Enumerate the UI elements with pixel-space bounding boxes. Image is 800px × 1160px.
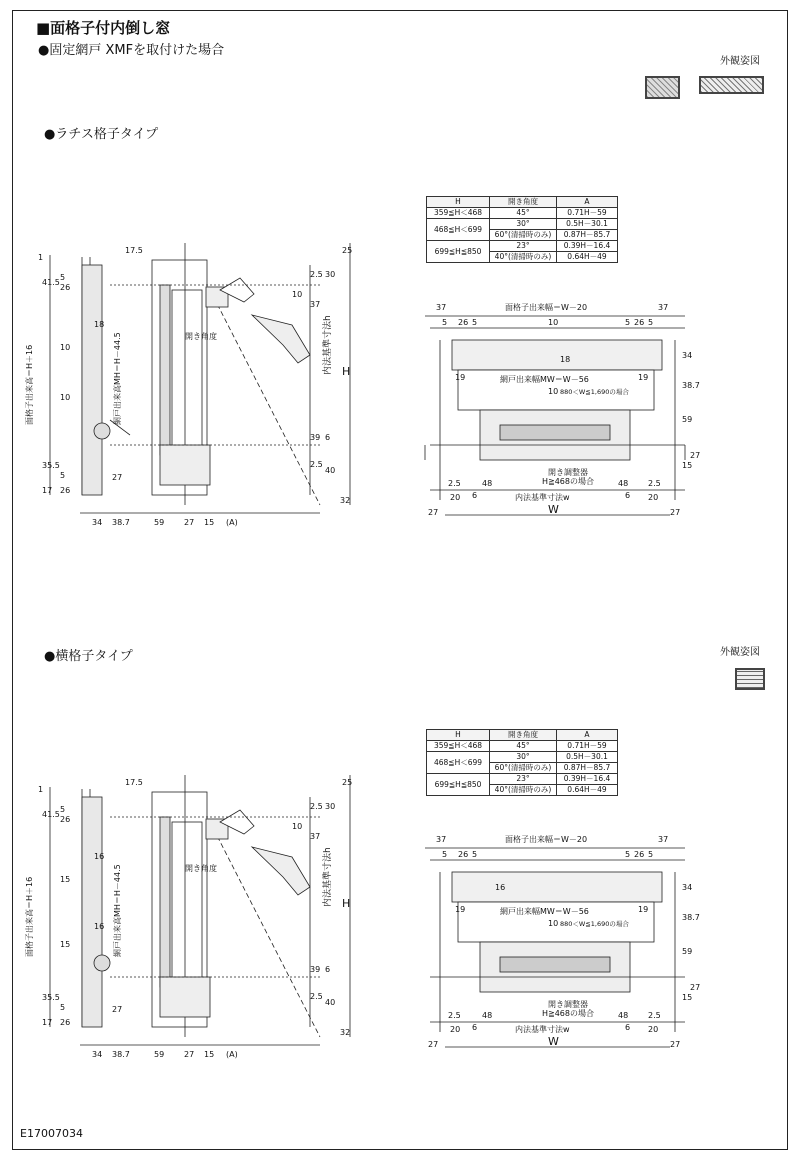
svg-text:面格子出来幅＝W－20: 面格子出来幅＝W－20 [505,835,588,844]
svg-text:37: 37 [436,835,447,844]
spec-table-lattice: H 開き角度 A 359≦H＜468 45° 0.71H－59 468≦H＜699 30° 0.5H－30.1 60°(清掃時のみ) 0.87H－85.7 699≦H≦850 23° 0.39H－16.4 40°(清掃時のみ) 0.64H－49 [426,196,618,263]
svg-text:40: 40 [325,998,336,1007]
svg-text:5: 5 [648,850,654,859]
svg-text:32: 32 [340,1028,351,1037]
svg-text:H: H [342,897,351,910]
svg-text:6: 6 [625,491,631,500]
svg-text:17.5: 17.5 [125,778,143,787]
svg-text:32: 32 [340,496,351,505]
svg-text:H≧468の場合: H≧468の場合 [542,1009,594,1018]
svg-text:20: 20 [450,493,461,502]
svg-text:26: 26 [60,283,71,292]
svg-text:39: 39 [310,965,321,974]
svg-text:18: 18 [560,355,571,364]
svg-text:35.5: 35.5 [42,993,60,1002]
horizontal-slat-icon [735,668,765,690]
svg-text:27: 27 [112,1005,123,1014]
plan-drawing-lattice [420,300,701,525]
svg-text:25: 25 [342,246,353,255]
svg-text:59: 59 [682,415,693,424]
document-code: E17007034 [20,1127,83,1140]
svg-text:6: 6 [625,1023,631,1032]
svg-text:面格子出来高＝H＋16: 面格子出来高＝H＋16 [25,876,34,957]
svg-text:38.7: 38.7 [682,913,700,922]
svg-text:16: 16 [94,922,105,931]
svg-text:27: 27 [690,451,701,460]
svg-text:開き角度: 開き角度 [185,332,217,341]
svg-text:10: 10 [60,343,71,352]
svg-text:38.7: 38.7 [112,518,130,527]
svg-text:26: 26 [634,318,645,327]
svg-text:37: 37 [658,303,669,312]
svg-text:2.5: 2.5 [310,460,323,469]
svg-text:網戸出来幅MW＝W－56: 網戸出来幅MW＝W－56 [500,907,589,916]
svg-text:35.5: 35.5 [42,461,60,470]
svg-text:26: 26 [634,850,645,859]
svg-text:26: 26 [60,1018,71,1027]
section-heading-horizontal: ●横格子タイプ [44,649,133,664]
svg-text:19: 19 [638,905,649,914]
svg-text:6: 6 [325,965,331,974]
svg-text:1: 1 [38,253,44,262]
svg-text:40: 40 [325,466,336,475]
svg-text:26: 26 [60,486,71,495]
svg-text:17.5: 17.5 [125,246,143,255]
svg-text:6: 6 [325,433,331,442]
svg-text:内法基準寸法w: 内法基準寸法w [515,493,570,502]
svg-text:5: 5 [625,318,631,327]
svg-text:網戸出来幅MW＝W－56: 網戸出来幅MW＝W－56 [500,375,589,384]
svg-text:2.5: 2.5 [310,992,323,1001]
svg-text:27: 27 [690,983,701,992]
svg-text:17: 17 [42,486,53,495]
svg-text:26: 26 [60,815,71,824]
svg-text:30: 30 [325,270,336,279]
svg-text:41.5: 41.5 [42,278,60,287]
svg-text:27: 27 [428,1040,439,1049]
svg-text:27: 27 [428,508,439,517]
svg-text:30: 30 [325,802,336,811]
svg-text:38.7: 38.7 [112,1050,130,1059]
svg-text:15: 15 [60,875,71,884]
svg-text:2.5: 2.5 [310,270,323,279]
svg-text:17: 17 [42,1018,53,1027]
section-heading-lattice: ●ラチス格子タイプ [44,127,159,142]
svg-text:16: 16 [495,883,506,892]
svg-text:6: 6 [472,491,478,500]
svg-text:25: 25 [342,778,353,787]
svg-text:W: W [548,1035,559,1048]
page-subtitle: ●固定網戸 XMFを取付けた場合 [38,43,225,58]
svg-text:5: 5 [442,318,448,327]
svg-text:37: 37 [436,303,447,312]
svg-text:網戸出来高MH＝H－44.5: 網戸出来高MH＝H－44.5 [113,332,122,425]
svg-text:27: 27 [670,1040,681,1049]
svg-text:19: 19 [455,905,466,914]
svg-text:15: 15 [60,940,71,949]
svg-text:20: 20 [450,1025,461,1034]
svg-text:(A): (A) [226,1050,238,1059]
svg-text:5: 5 [60,805,66,814]
svg-text:5: 5 [60,471,66,480]
svg-text:34: 34 [682,883,693,892]
lattice-small-icon [645,76,680,99]
svg-text:34: 34 [92,518,103,527]
svg-text:開き角度: 開き角度 [185,864,217,873]
svg-text:48: 48 [482,1011,493,1020]
svg-text:59: 59 [154,1050,165,1059]
svg-text:19: 19 [455,373,466,382]
svg-text:15: 15 [682,993,693,1002]
svg-text:34: 34 [682,351,693,360]
svg-text:48: 48 [618,1011,629,1020]
svg-text:880＜W≦1,690の場合: 880＜W≦1,690の場合 [560,920,629,928]
svg-text:16: 16 [94,852,105,861]
svg-text:27: 27 [184,518,195,527]
svg-text:2.5: 2.5 [448,1011,461,1020]
svg-text:10: 10 [548,387,559,396]
svg-text:面格子出来幅＝W－20: 面格子出来幅＝W－20 [505,303,588,312]
svg-text:37: 37 [310,832,321,841]
svg-text:2.5: 2.5 [648,1011,661,1020]
svg-text:(A): (A) [226,518,238,527]
svg-text:10: 10 [292,290,303,299]
svg-text:27: 27 [184,1050,195,1059]
svg-text:41.5: 41.5 [42,810,60,819]
svg-text:10: 10 [292,822,303,831]
svg-text:6: 6 [472,1023,478,1032]
spec-table-horizontal: H 開き角度 A 359≦H＜468 45° 0.71H－59 468≦H＜699 30° 0.5H－30.1 60°(清掃時のみ) 0.87H－85.7 699≦H≦850 23° 0.39H－16.4 40°(清掃時のみ) 0.64H－49 [426,729,618,796]
page-title: ■面格子付内倒し窓 [36,19,171,37]
svg-text:H≧468の場合: H≧468の場合 [542,477,594,486]
svg-text:開き調整器: 開き調整器 [548,468,588,477]
svg-text:26: 26 [458,318,469,327]
svg-text:2.5: 2.5 [648,479,661,488]
svg-text:内法基準寸法h: 内法基準寸法h [323,847,333,907]
svg-text:59: 59 [682,947,693,956]
svg-text:26: 26 [458,850,469,859]
svg-text:15: 15 [204,1050,215,1059]
svg-text:39: 39 [310,433,321,442]
svg-text:内法基準寸法h: 内法基準寸法h [323,315,333,375]
section-drawing-lattice [20,235,360,535]
svg-text:1: 1 [38,785,44,794]
svg-text:37: 37 [658,835,669,844]
svg-text:10: 10 [60,393,71,402]
svg-text:5: 5 [472,850,478,859]
svg-text:W: W [548,503,559,516]
svg-text:5: 5 [648,318,654,327]
svg-text:5: 5 [60,273,66,282]
svg-text:18: 18 [94,320,105,329]
svg-text:27: 27 [670,508,681,517]
svg-text:網戸出来高MH＝H－44.5: 網戸出来高MH＝H－44.5 [113,864,122,957]
svg-text:48: 48 [618,479,629,488]
svg-text:59: 59 [154,518,165,527]
svg-text:15: 15 [682,461,693,470]
svg-text:48: 48 [482,479,493,488]
plan-drawing-horizontal [420,832,701,1057]
svg-text:H: H [342,365,351,378]
svg-text:34: 34 [92,1050,103,1059]
svg-text:19: 19 [638,373,649,382]
svg-text:20: 20 [648,493,659,502]
svg-text:面格子出来高＝H＋16: 面格子出来高＝H＋16 [25,344,34,425]
svg-text:27: 27 [112,473,123,482]
svg-text:内法基準寸法w: 内法基準寸法w [515,1025,570,1034]
svg-text:20: 20 [648,1025,659,1034]
svg-text:37: 37 [310,300,321,309]
svg-text:5: 5 [472,318,478,327]
svg-text:5: 5 [442,850,448,859]
svg-text:15: 15 [204,518,215,527]
exterior-label-lattice: 外観姿図 [720,56,760,67]
lattice-wide-icon [699,76,764,94]
exterior-label-horizontal: 外観姿図 [720,647,760,658]
svg-text:2.5: 2.5 [310,802,323,811]
svg-text:5: 5 [625,850,631,859]
svg-text:38.7: 38.7 [682,381,700,390]
svg-text:10: 10 [548,919,559,928]
svg-text:5: 5 [60,1003,66,1012]
svg-text:880＜W≦1,690の場合: 880＜W≦1,690の場合 [560,388,629,396]
svg-text:2.5: 2.5 [448,479,461,488]
svg-text:10: 10 [548,318,559,327]
section-drawing-horizontal [20,767,360,1067]
svg-text:開き調整器: 開き調整器 [548,1000,588,1009]
